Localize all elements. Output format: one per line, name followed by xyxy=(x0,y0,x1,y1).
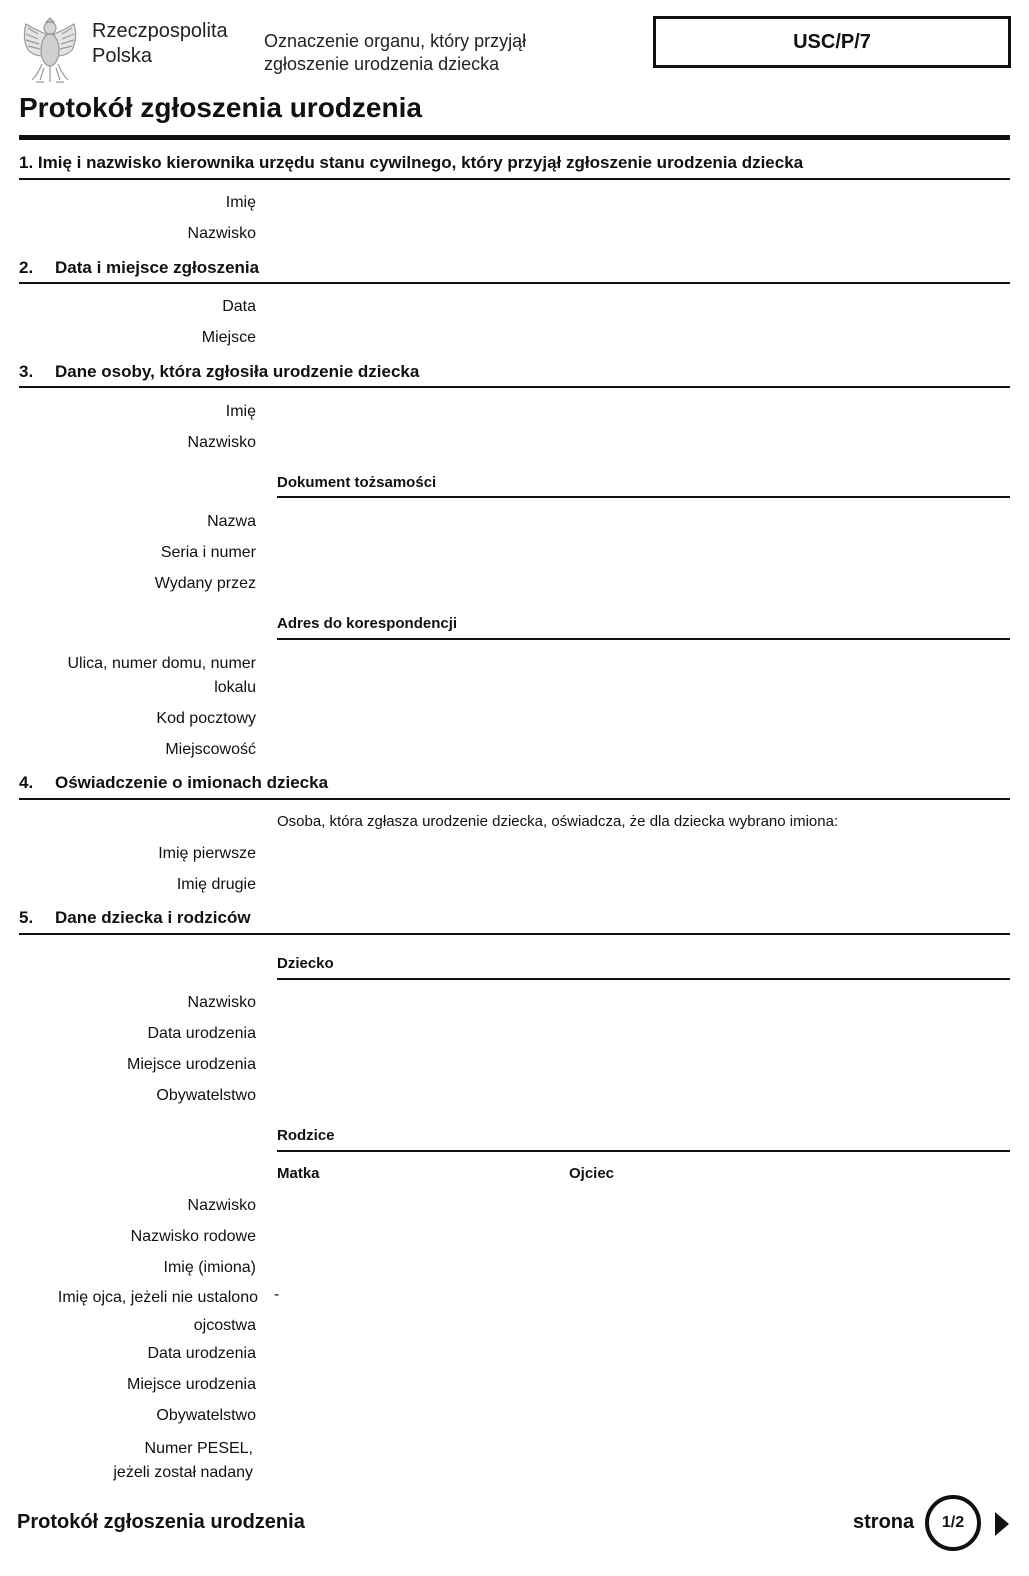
label-dziecko-nazwisko: Nazwisko xyxy=(187,994,256,1011)
subsection-dziecko-title: Dziecko xyxy=(277,955,334,972)
country-line-2: Polska xyxy=(92,45,153,67)
names-statement: Osoba, która zgłasza urodzenie dziecka, oświadcza, że dla dziecka wybrano imiona: xyxy=(277,813,839,830)
page-indicator: 1/2 xyxy=(925,1495,981,1551)
country-line-1: Rzeczpospolita xyxy=(92,20,228,42)
subsection-rodzice-title: Rodzice xyxy=(277,1127,335,1144)
section-3-title: 3. Dane osoby, która zgłosiła urodzenie dziecka xyxy=(19,362,420,381)
column-ojciec: Ojciec xyxy=(569,1165,615,1182)
label-zglaszajacy-nazwisko: Nazwisko xyxy=(187,434,256,451)
label-kierownik-nazwisko: Nazwisko xyxy=(187,225,256,242)
label-dziecko-data-urodzenia: Data urodzenia xyxy=(147,1025,256,1042)
section-2-divider xyxy=(19,282,1010,284)
subsection-dziecko-divider xyxy=(277,978,1010,980)
eagle-emblem-icon xyxy=(16,12,84,86)
label-imie-pierwsze: Imię pierwsze xyxy=(158,845,256,862)
form-code-box: USC/P/7 xyxy=(653,16,1011,68)
organ-line-2: zgłoszenie urodzenia dziecka xyxy=(264,54,500,74)
label-rodzic-data-urodzenia: Data urodzenia xyxy=(147,1345,256,1362)
section-1-divider xyxy=(19,178,1010,180)
footer-title: Protokół zgłoszenia urodzenia xyxy=(17,1511,305,1533)
column-matka: Matka xyxy=(277,1165,320,1182)
label-miejsce: Miejsce xyxy=(201,329,256,346)
section-4-title: 4. Oświadczenie o imionach dziecka xyxy=(19,773,329,792)
label-rodzic-nazwisko-rodowe: Nazwisko rodowe xyxy=(130,1228,256,1245)
label-imie-ojca: Imię ojca, jeżeli nie ustalono ojcostwa xyxy=(57,1289,258,1334)
section-1-title: 1. Imię i nazwisko kierownika urzędu stanu cywilnego, który przyjął zgłoszenie urodzenia dziecka xyxy=(19,153,804,172)
label-dziecko-miejsce-urodzenia: Miejsce urodzenia xyxy=(127,1056,256,1073)
page-title: Protokół zgłoszenia urodzenia xyxy=(19,92,422,123)
label-rodzic-imiona: Imię (imiona) xyxy=(163,1259,256,1276)
label-kod-pocztowy: Kod pocztowy xyxy=(156,710,256,727)
country-name xyxy=(92,19,228,69)
subsection-dokument-divider xyxy=(277,496,1010,498)
section-4-divider xyxy=(19,798,1010,800)
organ-line-1: Oznaczenie organu, który przyjął xyxy=(264,31,527,51)
label-dziecko-obywatelstwo: Obywatelstwo xyxy=(156,1087,256,1104)
label-rodzic-obywatelstwo: Obywatelstwo xyxy=(156,1407,256,1424)
section-5-title: 5. Dane dziecka i rodziców xyxy=(19,908,251,927)
subsection-adres-title: Adres do korespondencji xyxy=(277,615,458,632)
label-dokument-wydany: Wydany przez xyxy=(154,575,256,592)
footer-page-word: strona xyxy=(853,1511,915,1533)
subsection-rodzice-divider xyxy=(277,1150,1010,1152)
subsection-dokument-title: Dokument tożsamości xyxy=(277,474,437,491)
next-page-arrow-icon[interactable] xyxy=(995,1512,1009,1536)
title-divider xyxy=(19,135,1010,140)
label-kierownik-imie: Imię xyxy=(225,194,256,211)
value-imie-ojca-matka: - xyxy=(274,1286,280,1303)
section-3-divider xyxy=(19,386,1010,388)
section-2-title: 2. Data i miejsce zgłoszenia xyxy=(19,258,260,277)
label-imie-drugie: Imię drugie xyxy=(176,876,256,893)
label-zglaszajacy-imie: Imię xyxy=(225,403,256,420)
label-rodzic-miejsce-urodzenia: Miejsce urodzenia xyxy=(127,1376,256,1393)
label-rodzic-nazwisko: Nazwisko xyxy=(187,1197,256,1214)
label-pesel: Numer PESEL, jeżeli został nadany xyxy=(113,1440,253,1481)
label-dokument-seria: Seria i numer xyxy=(160,544,256,561)
label-ulica: Ulica, numer domu, numer lokalu xyxy=(67,655,256,696)
label-miejscowosc: Miejscowość xyxy=(165,741,256,758)
organ-designation xyxy=(264,30,526,76)
label-data: Data xyxy=(222,298,256,315)
subsection-adres-divider xyxy=(277,638,1010,640)
label-dokument-nazwa: Nazwa xyxy=(207,513,256,530)
section-5-divider xyxy=(19,933,1010,935)
